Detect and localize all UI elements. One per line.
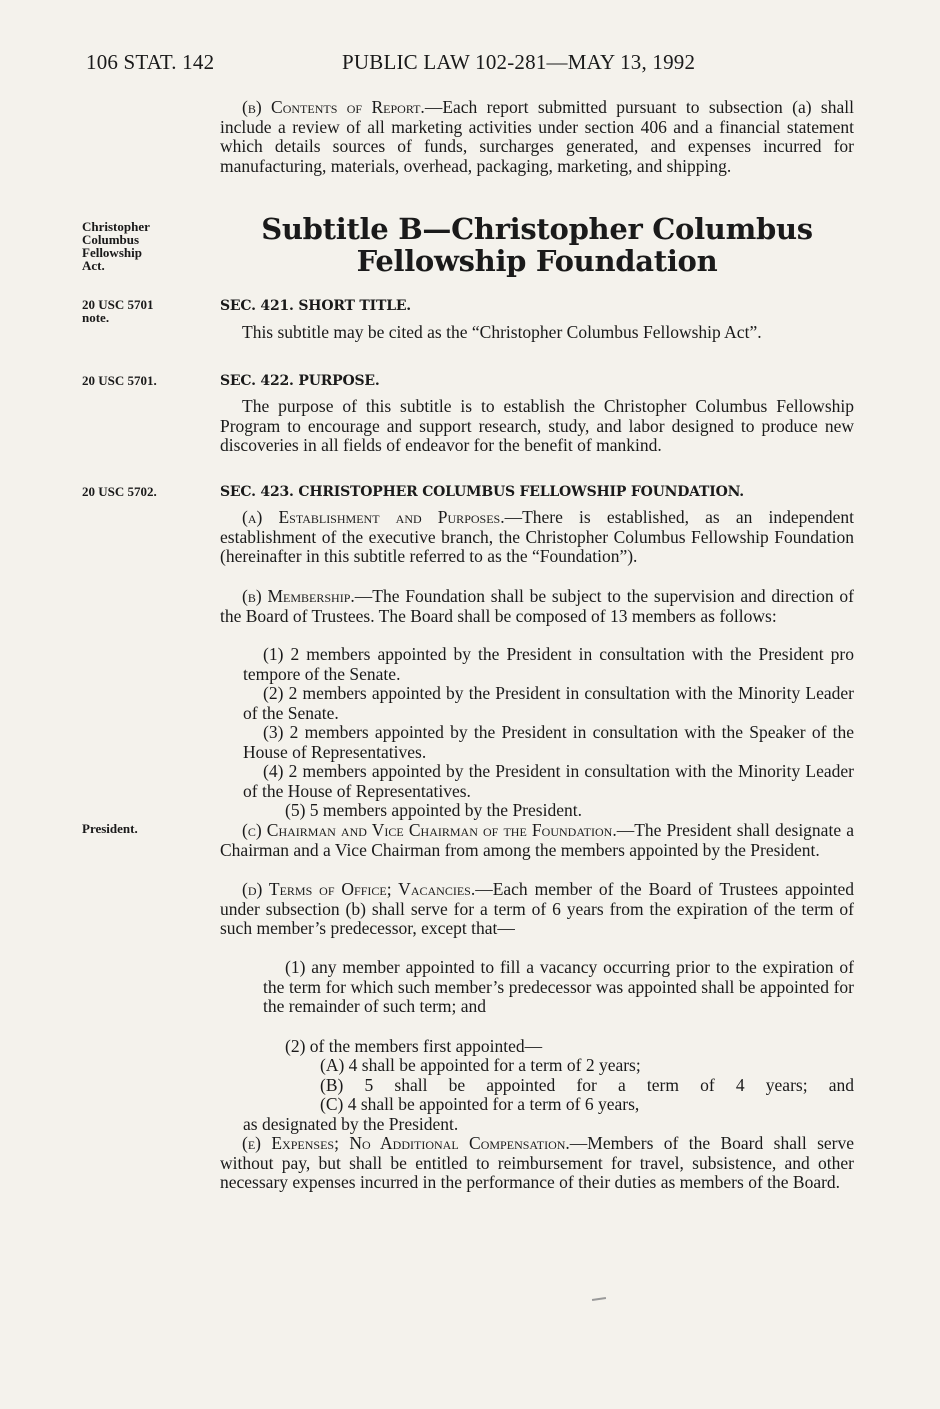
page-reference: 106 STAT. 142 xyxy=(86,50,215,74)
membership-item: (2) 2 members appointed by the President in consultation with the Minority Leader of the Senate. xyxy=(243,683,854,723)
terms-subitem: (C) 4 shall be appointed for a term of 6 years, xyxy=(320,1094,640,1114)
sec423-a-paragraph xyxy=(220,508,854,567)
sec423-d-heading: (d) Terms of Office; Vacancies. xyxy=(242,879,476,899)
terms-subitem: (B) 5 shall be appointed for a term of 4 years; and xyxy=(320,1075,854,1095)
sec423-b-text: —The Foundation shall be subject to the supervision and direction of the Board of Trustees. The Board shall be composed of 13 members as follows: xyxy=(220,586,854,626)
report-contents-paragraph xyxy=(220,98,854,176)
margin-note-sec421 xyxy=(82,298,202,324)
margin-note-sec422: 20 USC 5701. xyxy=(82,373,157,388)
sec423-d-text: —Each member of the Board of Trustees appointed under subsection (b) shall serve for a term of 6 years from the expiration of the term of such member’s predecessor, except that— xyxy=(220,879,854,939)
sec421-heading: SEC. 421. SHORT TITLE. xyxy=(220,298,411,314)
margin-note-line: note. xyxy=(82,310,110,325)
margin-note-line: Act. xyxy=(82,258,105,273)
sec423-c-heading: (c) Chairman and Vice Chairman of the Foundation. xyxy=(242,820,617,840)
law-title: PUBLIC LAW 102-281—MAY 13, 1992 xyxy=(342,50,696,74)
report-contents-heading: (b) Contents of Report. xyxy=(242,97,425,117)
sec423-e-text: —Members of the Board shall serve without pay, but shall be entitled to reimbursement for travel, subsistence, and other necessary expenses incurred in the performance of their duties as members of the Board. xyxy=(220,1133,855,1193)
sec423-e-heading: (e) Expenses; No Additional Compensation. xyxy=(242,1133,570,1153)
report-contents-text: —Each report submitted pursuant to subsection (a) shall include a review of all marketing activities under section 406 and a financial statement which details sources of funds, surcharges generated, and expenses incurred for manufacturing, materials, overhead, packaging, marketing, and shipping. xyxy=(220,97,854,176)
sec423-a-heading: (a) Establishment and Purposes. xyxy=(242,507,505,527)
sec422-text: The purpose of this subtitle is to establish the Christopher Columbus Fellowship Program to encourage and support research, study, and labor designed to produce new discoveries in all fields of endeavor for the benefit of mankind. xyxy=(220,396,854,456)
margin-note-line: Fellowship xyxy=(82,245,142,260)
subtitle-line-2: Fellowship Foundation xyxy=(356,244,718,278)
subtitle-line-1: Subtitle B—Christopher Columbus xyxy=(261,212,813,246)
terms-item-2: (2) of the members first appointed— xyxy=(285,1036,543,1056)
stray-mark xyxy=(592,1297,606,1301)
sec423-b-paragraph xyxy=(220,587,854,626)
margin-note-act-name xyxy=(82,220,202,272)
terms-tail: as designated by the President. xyxy=(243,1114,459,1134)
subtitle-heading xyxy=(220,213,854,277)
sec421-text: This subtitle may be cited as the “Christopher Columbus Fellowship Act”. xyxy=(242,322,762,342)
terms-subitem: (A) 4 shall be appointed for a term of 2 years; xyxy=(320,1055,641,1075)
sec423-c-text: —The President shall designate a Chairman and a Vice Chairman from among the members appointed by the President. xyxy=(220,820,854,860)
margin-note-president: President. xyxy=(82,821,138,836)
sec422-heading: SEC. 422. PURPOSE. xyxy=(220,373,380,389)
membership-item: (3) 2 members appointed by the President in consultation with the Speaker of the House of Representatives. xyxy=(243,722,854,762)
margin-note-line: Columbus xyxy=(82,232,140,247)
margin-note-sec423: 20 USC 5702. xyxy=(82,484,157,499)
terms-item-1: (1) any member appointed to fill a vacancy occurring prior to the expiration of the term for which such member’s predecessor was appointed shall be appointed for the remainder of such term; and xyxy=(263,957,854,1017)
sec423-e-paragraph xyxy=(220,1134,854,1193)
sec423-a-text: —There is established, as an independent establishment of the executive branch, the Christopher Columbus Fellowship Foundation (hereinafter in this subtitle referred to as the “Foundation”). xyxy=(220,507,854,567)
sec423-c-paragraph xyxy=(220,821,854,860)
membership-item: (4) 2 members appointed by the President in consultation with the Minority Leader of the House of Representatives. xyxy=(243,761,854,801)
margin-note-line: Christopher xyxy=(82,219,150,234)
sec423-b-heading: (b) Membership. xyxy=(242,586,355,606)
membership-item: (5) 5 members appointed by the President. xyxy=(285,800,582,820)
margin-note-line: 20 USC 5701 xyxy=(82,297,154,312)
sec423-heading: SEC. 423. CHRISTOPHER COLUMBUS FELLOWSHIP FOUNDATION. xyxy=(220,484,744,500)
membership-item: (1) 2 members appointed by the President in consultation with the President pro tempore of the Senate. xyxy=(243,644,854,684)
sec423-d-paragraph xyxy=(220,880,854,939)
